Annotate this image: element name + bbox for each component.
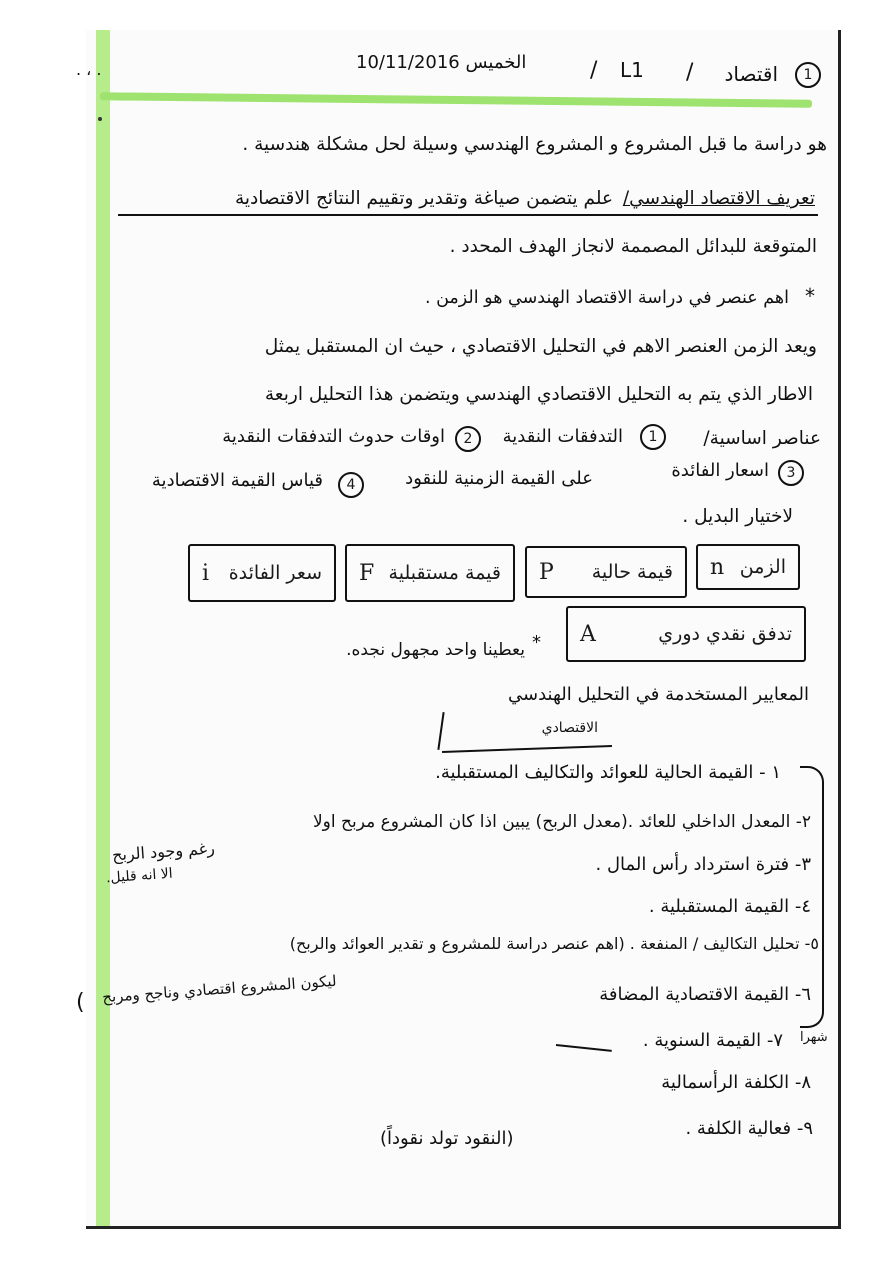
page-number-circle: 1 xyxy=(795,62,821,88)
element-3-continuation: على القيمة الزمنية للنقود xyxy=(405,468,593,489)
box-future-label: قيمة مستقبلية xyxy=(388,562,501,584)
header-date: الخميس 10/11/2016 xyxy=(356,52,527,73)
element-2-number: 2 xyxy=(455,426,481,452)
definition-underline xyxy=(118,214,818,216)
annuity-note: يعطينا واحد مجهول نجده. xyxy=(346,640,525,660)
element-2: اوقات حدوث التدفقات النقدية xyxy=(222,426,445,447)
criteria-bracket xyxy=(800,766,824,1028)
criteria-item-8: ٨- الكلفة الرأسمالية xyxy=(661,1072,811,1093)
star-icon: * xyxy=(805,284,815,308)
box-rate-symbol: i xyxy=(202,560,210,586)
paragraph-line-2: الاطار الذي يتم به التحليل الاقتصادي الهندسي ويتضمن هذا التحليل اربعة xyxy=(264,384,813,405)
element-3-number: 3 xyxy=(778,460,804,486)
definition-continuation: المتوقعة للبدائل المصممة لانجاز الهدف المحدد . xyxy=(449,236,817,257)
definition-text: علم يتضمن صياغة وتقدير وتقييم النتائج الاقتصادية xyxy=(234,188,613,209)
element-4: قياس القيمة الاقتصادية xyxy=(151,470,323,491)
paragraph-line-3-start: عناصر اساسية/ xyxy=(703,428,821,449)
criteria-item-2: ٢- المعدل الداخلي للعائد .(معدل الربح) يبين اذا كان المشروع مربح اولا xyxy=(312,812,811,832)
star-icon-2: * xyxy=(532,632,541,653)
header-subject: اقتصاد xyxy=(724,62,778,86)
side-note-profit-cont: الا انه قليل. xyxy=(105,865,174,887)
ink-dot xyxy=(98,117,102,121)
criteria-item-3: ٣- فترة استرداد رأس المال . xyxy=(595,854,811,875)
side-note-paren: ( xyxy=(76,990,85,1015)
criteria-item-4: ٤- القيمة المستقبلية . xyxy=(648,896,811,917)
header-lecture: L1 xyxy=(620,58,644,82)
box-present-label: قيمة حالية xyxy=(591,561,673,583)
element-3: اسعار الفائدة xyxy=(671,460,769,481)
box-future-symbol: F xyxy=(359,560,375,586)
corner-mark: ‏.‏ ، . xyxy=(76,60,102,79)
intro-line: هو دراسة ما قبل المشروع و المشروع الهندسي وسيلة لحل مشكلة هندسية . xyxy=(242,134,827,155)
side-note-monthly: شهرا xyxy=(800,1030,828,1045)
box-annuity-symbol: A xyxy=(580,621,596,647)
box-future-value xyxy=(345,544,515,602)
money-note: (النقود تولد نقوداً) xyxy=(380,1128,514,1149)
box-rate-label: سعر الفائدة xyxy=(228,562,322,584)
margin-line xyxy=(96,30,110,1226)
paragraph-end: لاختيار البديل . xyxy=(682,506,793,527)
box-time-symbol: n xyxy=(710,554,725,580)
criteria-item-6: ٦- القيمة الاقتصادية المضافة xyxy=(599,984,811,1005)
element-4-number: 4 xyxy=(338,472,364,498)
box-time xyxy=(696,544,800,590)
box-time-label: الزمن xyxy=(739,556,786,578)
box-interest-rate xyxy=(188,544,336,602)
criteria-item-7: ٧- القيمة السنوية . xyxy=(642,1030,783,1051)
box-annuity xyxy=(566,606,806,662)
criteria-item-9: ٩- فعالية الكلفة . xyxy=(685,1118,813,1139)
header-slash-2: / xyxy=(590,58,598,83)
criteria-heading: المعايير المستخدمة في التحليل الهندسي xyxy=(508,684,809,705)
side-note-project: ليكون المشروع اقتصادي وناجح ومربح xyxy=(101,971,338,1007)
paragraph-line-1: ويعد الزمن العنصر الاهم في التحليل الاقتصادي ، حيث ان المستقبل يمثل xyxy=(264,336,817,357)
box-annuity-label: تدفق نقدي دوري xyxy=(658,623,792,645)
side-note-profit: رغم وجود الربح xyxy=(111,838,216,865)
element-1: التدفقات النقدية xyxy=(502,426,623,447)
box-present-symbol: P xyxy=(539,559,554,585)
criteria-item-1: ١ - القيمة الحالية للعوائد والتكاليف المستقبلية. xyxy=(435,762,781,783)
box-present-value xyxy=(525,546,687,598)
element-1-number: 1 xyxy=(640,424,666,450)
criteria-item-5: ٥- تحليل التكاليف / المنفعة . (اهم عنصر دراسة للمشروع و تقدير العوائد والربح) xyxy=(289,934,819,953)
star-note: اهم عنصر في دراسة الاقتصاد الهندسي هو الزمن . xyxy=(424,288,789,308)
criteria-subheading: الاقتصادي xyxy=(541,720,598,736)
definition-label: تعريف الاقتصاد الهندسي/ xyxy=(622,188,815,209)
header-slash-1: / xyxy=(686,60,694,85)
